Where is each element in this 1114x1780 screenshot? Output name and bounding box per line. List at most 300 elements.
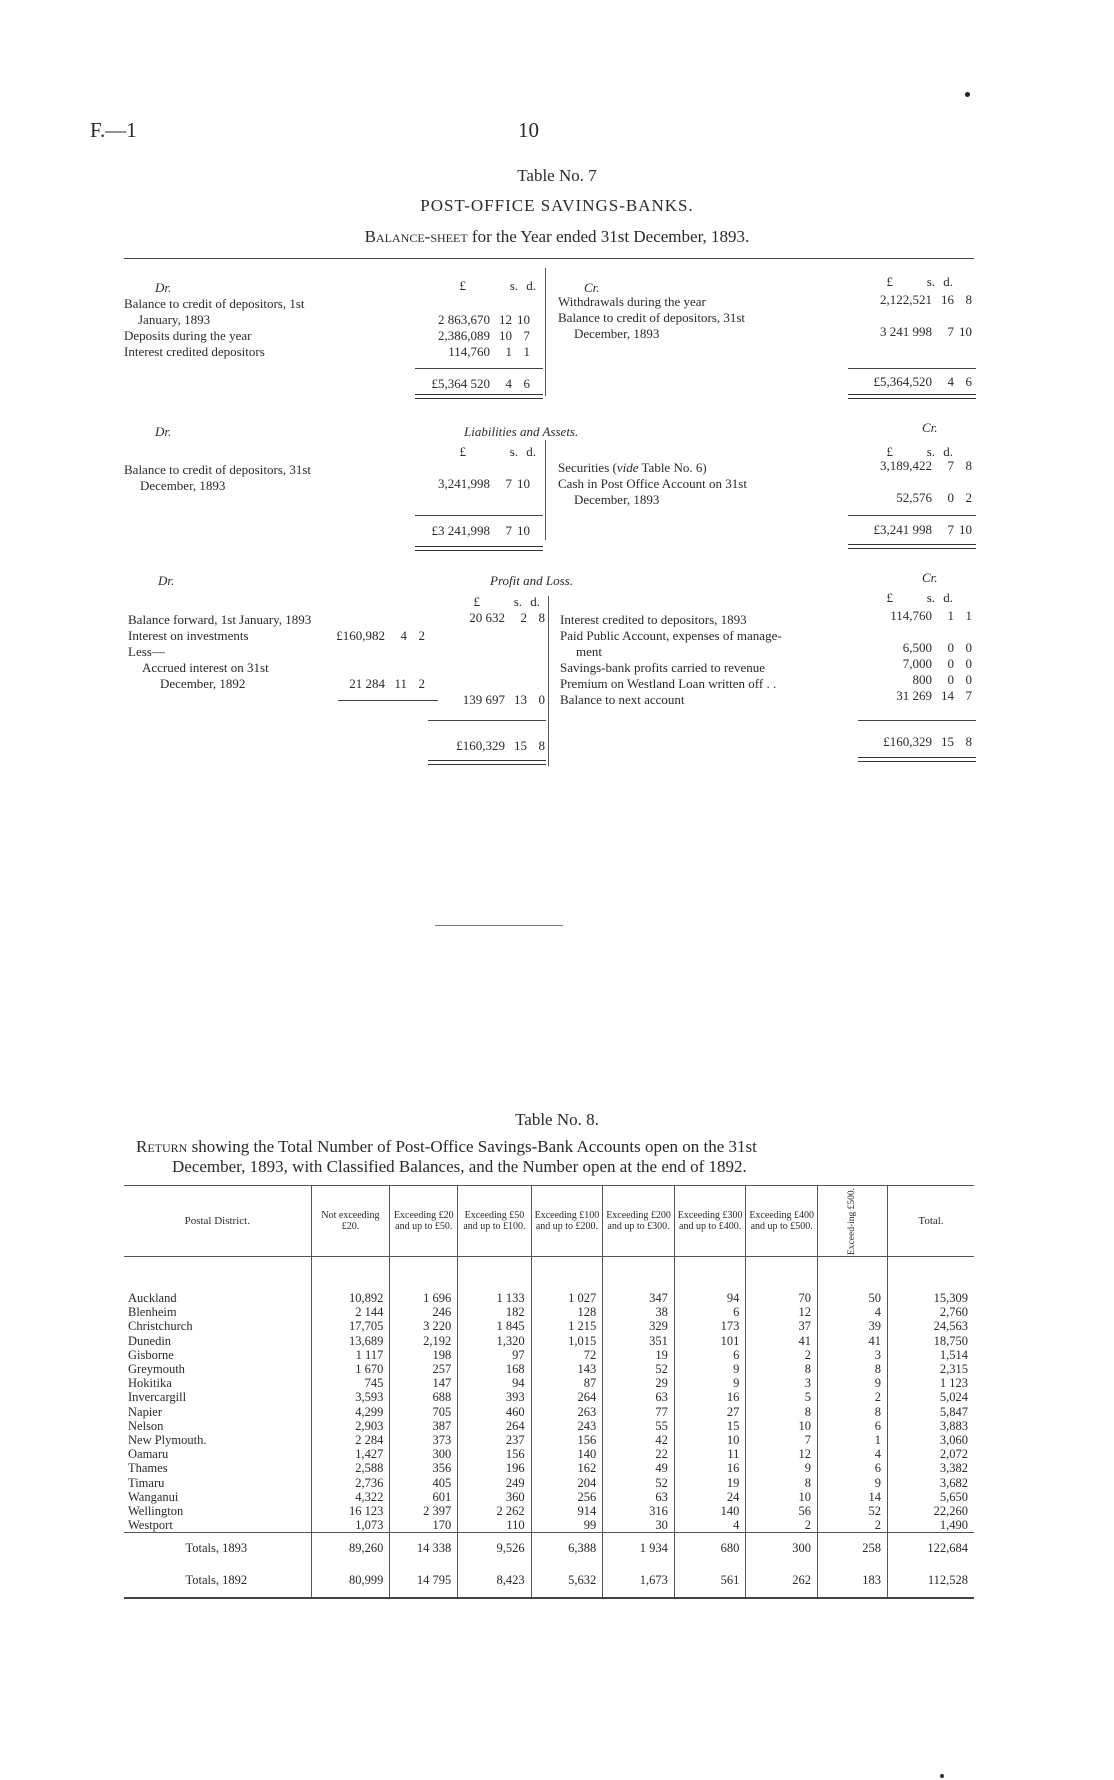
table8-title: Table No. 8. [515,1110,599,1129]
table7-caption [0,227,1114,247]
count-cell: 2 144 [311,1305,390,1319]
section-rule [124,258,974,259]
s2-right-head: £ s. d. [886,444,953,459]
s3-right-amount: 31 269 14 7 [896,688,972,703]
count-cell: 4 [817,1447,887,1461]
district-cell: Wellington [128,1504,184,1519]
count-cell: 52 [817,1504,887,1518]
section1-divider [545,268,546,396]
table-row [124,1504,974,1518]
count-cell: 405 [390,1476,458,1490]
s2-heading: Liabilities and Assets. [464,424,579,439]
s3-cr: Cr. [922,570,938,585]
s3-right-amount: 7,000 0 0 [902,656,972,671]
count-cell: 3,382 [888,1461,975,1475]
s3-right-line: Interest credited to depositors, 1893 [560,612,747,627]
count-cell: 16 [674,1461,746,1475]
s2-left-total-rule [415,515,543,516]
count-cell: 6 [674,1348,746,1362]
count-cell: 300 [390,1447,458,1461]
count-cell: 77 [603,1405,675,1419]
count-cell: 162 [531,1461,603,1475]
col-header: Exceeding £300 and up to £400. [674,1186,746,1257]
count-cell: 387 [390,1419,458,1433]
s1-left-total-rule [415,368,543,369]
totals-cell: 5,632 [531,1563,603,1598]
count-cell: 1 845 [458,1319,531,1333]
count-cell: 2 284 [311,1433,390,1447]
s3-dr: Dr. [158,573,175,588]
count-cell: 15 [674,1419,746,1433]
count-cell: 204 [531,1476,603,1490]
count-cell: 56 [746,1504,818,1518]
count-cell: 8 [746,1476,818,1490]
table-row [124,1319,974,1333]
count-cell: 9 [746,1461,818,1475]
count-cell: 2 [817,1518,887,1533]
page-reference: F.—1 [90,118,137,142]
table-row [124,1419,974,1433]
count-cell: 41 [817,1334,887,1348]
table7-subtitle: POST-OFFICE SAVINGS-BANKS. [420,196,694,215]
col-header: Exceeding £400 and up to £500. [746,1186,818,1257]
count-cell: 460 [458,1405,531,1419]
count-cell: 6 [674,1305,746,1319]
s3-left-line: December, 1892 [160,676,246,691]
count-cell: 705 [390,1405,458,1419]
s1-left-line: January, 1893 [138,312,211,327]
count-cell: 2,903 [311,1419,390,1433]
count-cell: 1,490 [888,1518,975,1533]
totals-row [124,1533,974,1564]
col-header: Exceeding £100 and up to £200. [531,1186,603,1257]
count-cell: 2 [817,1390,887,1404]
table-row [124,1518,974,1533]
count-cell: 243 [531,1419,603,1433]
s1-left-line: Balance to credit of depositors, 1st [124,296,305,311]
count-cell: 29 [603,1376,675,1390]
totals-cell: 258 [817,1533,887,1564]
table-row [124,1390,974,1404]
caption-text: for the Year ended 31st December, 1893. [471,227,750,246]
s3-left-line: Accrued interest on 31st [142,660,269,675]
district-cell: Auckland [128,1291,177,1305]
s1-left-line: Interest credited depositors [124,344,265,359]
s1-right-line: Withdrawals during the year [558,294,706,309]
s1-left-head: £ s. d. [459,278,536,293]
count-cell: 14 [817,1490,887,1504]
district-cell: Thames [128,1461,168,1476]
count-cell: 237 [458,1433,531,1447]
count-cell: 156 [458,1447,531,1461]
count-cell: 63 [603,1390,675,1404]
table-row [124,1334,974,1348]
totals-cell: 6,388 [531,1533,603,1564]
s1-cr: Cr. [584,280,600,295]
count-cell: 347 [603,1257,675,1306]
count-cell: 30 [603,1518,675,1533]
count-cell: 2,760 [888,1305,975,1319]
s3-right-total-double [858,757,976,762]
count-cell: 5,650 [888,1490,975,1504]
table-row [124,1433,974,1447]
page-number: 10 [518,118,539,142]
table8-caption-line2: December, 1893, with Classified Balances, and the Number open at the end of 1892. [172,1157,747,1176]
count-cell: 13,689 [311,1334,390,1348]
table-row [124,1362,974,1376]
count-cell: 2 397 [390,1504,458,1518]
s3-sub-rule [338,700,438,701]
count-cell: 19 [603,1348,675,1362]
s3-left-line: Balance forward, 1st January, 1893 [128,612,312,627]
s1-right-total-double [848,394,976,399]
section3-divider [548,596,549,766]
count-cell: 10,892 [311,1257,390,1306]
count-cell: 52 [603,1476,675,1490]
s3-right-line: Premium on Westland Loan written off . . [560,676,777,691]
table-row [124,1490,974,1504]
s2-right-line: December, 1893 [574,492,660,507]
count-cell: 745 [311,1376,390,1390]
count-cell: 27 [674,1405,746,1419]
count-cell: 170 [390,1518,458,1533]
count-cell: 15,309 [888,1257,975,1306]
s3-left-total-double [428,760,546,765]
count-cell: 2,588 [311,1461,390,1475]
count-cell: 1 215 [531,1319,603,1333]
table-row [124,1476,974,1490]
s1-left-amount: 2 863,670 12 10 [438,312,530,327]
count-cell: 196 [458,1461,531,1475]
s1-left-total-double [415,394,543,399]
table-row [124,1305,974,1319]
count-cell: 688 [390,1390,458,1404]
s3-left-line: Less— [128,644,165,659]
count-cell: 63 [603,1490,675,1504]
section2-divider [545,440,546,540]
count-cell: 9 [674,1362,746,1376]
count-cell: 1,427 [311,1447,390,1461]
count-cell: 601 [390,1490,458,1504]
count-cell: 2,315 [888,1362,975,1376]
count-cell: 24 [674,1490,746,1504]
count-cell: 16 123 [311,1504,390,1518]
count-cell: 8 [746,1405,818,1419]
count-cell: 87 [531,1376,603,1390]
count-cell: 70 [746,1257,818,1306]
count-cell: 1,320 [458,1334,531,1348]
totals-cell: 89,260 [311,1533,390,1564]
count-cell: 9 [674,1376,746,1390]
s3-left-sub-amount: £160,982 4 2 [336,628,425,643]
count-cell: 1 117 [311,1348,390,1362]
s3-right-line: Savings-bank profits carried to revenue [560,660,766,675]
count-cell: 360 [458,1490,531,1504]
count-cell: 39 [817,1319,887,1333]
table-header-row [124,1186,974,1257]
col-header: Exceed-ing £500. [817,1186,887,1257]
s2-left-line: Balance to credit of depositors, 31st [124,462,312,477]
corner-dot-bottom [940,1774,944,1778]
count-cell: 2,072 [888,1447,975,1461]
s2-right-total-rule [848,515,976,516]
table7-title: Table No. 7 [517,166,597,185]
count-cell: 72 [531,1348,603,1362]
count-cell: 329 [603,1319,675,1333]
count-cell: 198 [390,1348,458,1362]
count-cell: 1 027 [531,1257,603,1306]
count-cell: 99 [531,1518,603,1533]
s3-right-line: ment [576,644,602,659]
s1-left-amount: 2,386,089 10 7 [438,328,530,343]
table-separator [435,925,563,926]
count-cell: 16 [674,1390,746,1404]
s3-right-total: £160,329 15 8 [883,734,972,749]
count-cell: 94 [458,1376,531,1390]
count-cell: 351 [603,1334,675,1348]
count-cell: 17,705 [311,1319,390,1333]
count-cell: 140 [531,1447,603,1461]
s2-right-line: Securities (vide Table No. 6) [558,460,707,475]
caption-smallcaps: Balance-sheet [364,227,468,246]
count-cell: 52 [603,1362,675,1376]
count-cell: 8 [746,1362,818,1376]
s2-cr: Cr. [922,420,938,435]
count-cell: 41 [746,1334,818,1348]
count-cell: 3,060 [888,1433,975,1447]
count-cell: 156 [531,1433,603,1447]
count-cell: 3,593 [311,1390,390,1404]
count-cell: 3 [746,1376,818,1390]
count-cell: 42 [603,1433,675,1447]
totals-row [124,1563,974,1598]
count-cell: 2,736 [311,1476,390,1490]
totals-cell: 9,526 [458,1533,531,1564]
count-cell: 22,260 [888,1504,975,1518]
district-cell: Napier [128,1404,163,1419]
s1-right-line: Balance to credit of depositors, 31st [558,310,746,325]
col-header: Exceeding £200 and up to £300. [603,1186,675,1257]
table-row [124,1461,974,1475]
s2-left-total: £3 241,998 7 10 [431,523,530,538]
count-cell: 55 [603,1419,675,1433]
s2-right-line: Cash in Post Office Account on 31st [558,476,747,491]
s3-left-head: £ s. d. [473,594,540,609]
table-row [124,1376,974,1390]
s2-left-head: £ s. d. [459,444,536,459]
count-cell: 5 [746,1390,818,1404]
count-cell: 12 [746,1447,818,1461]
count-cell: 1,514 [888,1348,975,1362]
totals-cell: 122,684 [888,1533,975,1564]
s2-left-line: December, 1893 [140,478,226,493]
s1-dr: Dr. [155,280,172,295]
count-cell: 4 [674,1518,746,1533]
totals-cell: 1 934 [603,1533,675,1564]
count-cell: 264 [458,1419,531,1433]
s1-left-amount: 114,760 1 1 [448,344,530,359]
count-cell: 143 [531,1362,603,1376]
count-cell: 147 [390,1376,458,1390]
count-cell: 19 [674,1476,746,1490]
count-cell: 10 [746,1490,818,1504]
district-cell: Timaru [128,1475,165,1490]
s3-right-head: £ s. d. [886,590,953,605]
count-cell: 12 [746,1305,818,1319]
count-cell: 6 [817,1419,887,1433]
totals-cell: 262 [746,1563,818,1598]
district-cell: Westport [128,1518,173,1533]
district-cell: Hokitika [128,1376,172,1391]
count-cell: 3 220 [390,1319,458,1333]
count-cell: 2,192 [390,1334,458,1348]
table-row [124,1447,974,1461]
count-cell: 2 [746,1348,818,1362]
count-cell: 4 [817,1305,887,1319]
accounts-table [124,1185,974,1599]
count-cell: 173 [674,1319,746,1333]
district-cell: Greymouth [128,1362,185,1377]
totals-label: Totals, 1892 [185,1573,248,1588]
district-cell: Oamaru [128,1447,169,1462]
totals-cell: 14 338 [390,1533,458,1564]
count-cell: 249 [458,1476,531,1490]
s2-dr: Dr. [155,424,172,439]
totals-cell: 300 [746,1533,818,1564]
totals-cell: 680 [674,1533,746,1564]
s1-right-total: £5,364,520 4 6 [873,374,972,389]
s3-right-total-rule [858,720,976,721]
count-cell: 1 [817,1433,887,1447]
s3-heading: Profit and Loss. [490,573,573,588]
s1-right-line: December, 1893 [574,326,660,341]
s3-right-amount: 6,500 0 0 [902,640,972,655]
count-cell: 24,563 [888,1319,975,1333]
s1-right-amount: 2,122,521 16 8 [880,292,972,307]
count-cell: 4,299 [311,1405,390,1419]
count-cell: 3,682 [888,1476,975,1490]
district-cell: Christchurch [128,1319,193,1334]
table-row [124,1405,974,1419]
count-cell: 257 [390,1362,458,1376]
count-cell: 50 [817,1257,887,1306]
count-cell: 7 [746,1433,818,1447]
s3-left-line: Interest on investments [128,628,249,643]
count-cell: 11 [674,1447,746,1461]
count-cell: 37 [746,1319,818,1333]
count-cell: 22 [603,1447,675,1461]
count-cell: 3 [817,1348,887,1362]
s3-right-amount: 114,760 1 1 [890,608,972,623]
table-row [124,1257,974,1306]
s3-left-net: 139 697 13 0 [462,692,545,707]
totals-cell: 1,673 [603,1563,675,1598]
district-cell: New Plymouth. [128,1433,207,1448]
totals-cell: 14 795 [390,1563,458,1598]
count-cell: 97 [458,1348,531,1362]
totals-cell: 561 [674,1563,746,1598]
s1-right-amount: 3 241 998 7 10 [880,324,972,339]
count-cell: 5,847 [888,1405,975,1419]
count-cell: 94 [674,1257,746,1306]
count-cell: 5,024 [888,1390,975,1404]
totals-cell: 8,423 [458,1563,531,1598]
count-cell: 38 [603,1305,675,1319]
s2-left-amount: 3,241,998 7 10 [438,476,530,491]
count-cell: 914 [531,1504,603,1518]
col-header: Postal District. [124,1186,311,1257]
totals-cell: 112,528 [888,1563,975,1598]
table-row [124,1348,974,1362]
count-cell: 256 [531,1490,603,1504]
count-cell: 10 [674,1433,746,1447]
s3-right-amount: 800 0 0 [912,672,972,687]
s2-right-total-double [848,544,976,549]
corner-dot-top [965,92,970,97]
s2-right-amount: 3,189,422 7 8 [880,458,972,473]
district-cell: Invercargill [128,1390,187,1405]
count-cell: 1 670 [311,1362,390,1376]
totals-cell: 183 [817,1563,887,1598]
count-cell: 8 [817,1362,887,1376]
count-cell: 373 [390,1433,458,1447]
col-header: Exceeding £20 and up to £50. [390,1186,458,1257]
s2-right-amount: 52,576 0 2 [896,490,972,505]
district-cell: Dunedin [128,1333,172,1348]
count-cell: 128 [531,1305,603,1319]
s1-left-line: Deposits during the year [124,328,252,343]
district-cell: Wanganui [128,1489,179,1504]
count-cell: 9 [817,1376,887,1390]
table8-caption-smallcaps: Return [136,1137,188,1156]
count-cell: 49 [603,1461,675,1475]
col-header: Exceeding £50 and up to £100. [458,1186,531,1257]
count-cell: 2 [746,1518,818,1533]
count-cell: 356 [390,1461,458,1475]
count-cell: 4,322 [311,1490,390,1504]
s1-right-total-rule [848,368,976,369]
count-cell: 140 [674,1504,746,1518]
count-cell: 101 [674,1334,746,1348]
count-cell: 168 [458,1362,531,1376]
s3-right-line: Paid Public Account, expenses of manage- [560,628,782,643]
count-cell: 6 [817,1461,887,1475]
s2-left-total-double [415,546,543,551]
count-cell: 10 [746,1419,818,1433]
count-cell: 1,073 [311,1518,390,1533]
district-cell: Nelson [128,1418,164,1433]
count-cell: 2 262 [458,1504,531,1518]
s3-left-total: £160,329 15 8 [456,738,545,753]
s1-left-total: £5,364 520 4 6 [431,376,530,391]
count-cell: 9 [817,1476,887,1490]
count-cell: 316 [603,1504,675,1518]
count-cell: 110 [458,1518,531,1533]
district-cell: Blenheim [128,1305,177,1320]
count-cell: 1 133 [458,1257,531,1306]
count-cell: 8 [817,1405,887,1419]
table8-caption-line1: Return showing the Total Number of Post-Office Savings-Bank Accounts open on the 31st [136,1137,757,1156]
count-cell: 393 [458,1390,531,1404]
count-cell: 264 [531,1390,603,1404]
s3-right-line: Balance to next account [560,692,685,707]
district-cell: Gisborne [128,1347,174,1362]
count-cell: 246 [390,1305,458,1319]
totals-label: Totals, 1893 [124,1533,311,1564]
count-cell: 182 [458,1305,531,1319]
count-cell: 1 696 [390,1257,458,1306]
s1-right-head: £ s. d. [886,274,953,289]
